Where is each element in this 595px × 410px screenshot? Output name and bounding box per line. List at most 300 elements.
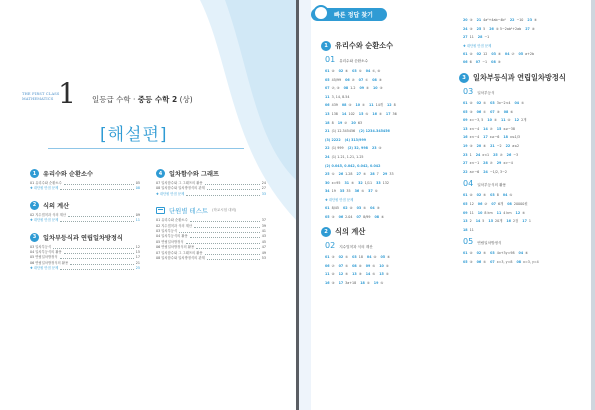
question-number: 10 xyxy=(373,86,378,91)
question-number: 09 xyxy=(463,210,468,215)
subsection-number: 04 xyxy=(463,179,474,189)
answer-item xyxy=(463,159,479,168)
answer-item xyxy=(379,270,389,279)
answer-item xyxy=(518,50,534,59)
answer-item xyxy=(325,84,340,93)
question-number: 24 xyxy=(463,26,468,31)
answer-item xyxy=(339,170,353,179)
answer-value: (1) 999 xyxy=(331,146,344,151)
question-number: 04 xyxy=(370,205,375,210)
question-number: 01 xyxy=(463,251,468,256)
answer-value: 4a²+4ab−4b² xyxy=(483,18,506,22)
toc-entry-label: 06 연립일차방정식의 활용 xyxy=(30,260,69,265)
answer-item xyxy=(506,217,518,226)
answer-item xyxy=(357,213,371,222)
answer-value: ③ xyxy=(522,210,526,215)
question-number: (2) 1234.345456 xyxy=(359,129,390,134)
toc-entry-label: 07 일차함수와 그 그래프의 활용 xyxy=(156,250,203,255)
toc-entry-label: 05 연립일차방정식 xyxy=(156,239,184,244)
answer-item xyxy=(501,116,511,125)
answer-value: ④ xyxy=(349,205,353,210)
question-number: 16 xyxy=(325,280,330,285)
question-number: 07 xyxy=(338,263,344,268)
answer-section-heading xyxy=(459,73,589,83)
question-number: 08 xyxy=(343,86,349,91)
answer-value: 20000원 xyxy=(513,201,528,206)
section-title: 유리수와 순환소수 xyxy=(335,41,394,50)
toc-entry-page: 24 xyxy=(261,181,266,185)
answer-item xyxy=(325,179,341,188)
answer-value: ② xyxy=(484,201,488,206)
question-number: 35 xyxy=(339,189,345,194)
question-number: 10 xyxy=(487,118,492,123)
question-number: 02 xyxy=(343,205,348,210)
answer-value: x<−4 xyxy=(469,126,480,131)
question-number: 06 xyxy=(476,109,482,114)
toc-entry-label: ✚ 대단원 만점 문제 xyxy=(156,191,185,196)
answer-row xyxy=(321,153,451,162)
toc-section-heading xyxy=(30,201,140,210)
answer-row xyxy=(459,168,589,177)
answer-row xyxy=(321,127,451,136)
test-sheet-icon xyxy=(156,207,165,214)
question-number: 08 xyxy=(503,109,509,114)
question-number: 20 xyxy=(463,18,468,22)
answer-item xyxy=(463,151,472,160)
answer-row xyxy=(321,110,451,119)
answer-item xyxy=(339,270,349,279)
answer-row xyxy=(459,249,589,258)
answer-item xyxy=(351,119,362,128)
answer-item xyxy=(342,101,352,110)
page-edge xyxy=(591,0,595,410)
answer-item xyxy=(463,125,479,134)
answers-column-1 xyxy=(321,35,451,287)
answer-item xyxy=(463,25,473,34)
question-number: 15 xyxy=(496,126,502,131)
question-number: 30 xyxy=(325,180,330,185)
book-title: 일등급 수학 · 중등 수학 2 (상) xyxy=(92,95,193,104)
answer-value: ②, ③ xyxy=(331,86,340,91)
answer-value: ③ xyxy=(331,255,335,260)
answer-value: ③ xyxy=(348,103,352,108)
answer-value: ③ xyxy=(378,77,382,82)
answer-value: 12 xyxy=(469,201,474,206)
question-number: 01 xyxy=(325,69,330,73)
answer-value: ⑤ xyxy=(366,86,370,91)
answer-item xyxy=(339,279,357,288)
question-number: 03 xyxy=(490,251,495,256)
toc-section-heading xyxy=(30,233,140,242)
answer-row xyxy=(459,209,589,218)
answer-value: x>−4 xyxy=(503,161,513,166)
answer-value: 8 km xyxy=(484,210,493,215)
dot-leader xyxy=(196,245,260,249)
answer-item xyxy=(376,179,389,188)
subsection-title: 연립일차방정식 xyxy=(477,241,502,246)
question-number: 01 xyxy=(463,193,468,198)
toc-entry-page: 08 xyxy=(135,186,140,191)
question-number: 27 xyxy=(463,35,468,40)
section-title: 일차부등식과 연립일차방정식 xyxy=(473,72,566,82)
answer-value: ③ xyxy=(497,60,501,65)
answer-row xyxy=(321,84,451,93)
answer-value: ⑤ xyxy=(331,172,335,177)
question-number: 26 xyxy=(506,152,512,157)
toc-entry-label: 02 지수법칙과 식의 계산 xyxy=(156,223,193,228)
answer-value: 2점 xyxy=(512,219,519,224)
svg-text:1: 1 xyxy=(58,77,76,110)
answer-row xyxy=(321,136,451,145)
answer-item xyxy=(345,179,355,188)
section-number-badge: 4 xyxy=(156,169,165,178)
answer-value: 8 xyxy=(393,103,396,108)
subsection-number: 05 xyxy=(463,237,474,247)
answer-value: 6개 xyxy=(497,201,504,206)
toc-entry-page: 49 xyxy=(261,250,266,255)
answer-item xyxy=(325,119,334,128)
answer-row xyxy=(321,213,451,222)
answer-item xyxy=(490,258,512,267)
answer-row xyxy=(459,50,589,59)
answer-item xyxy=(483,125,493,134)
answer-item xyxy=(366,67,381,76)
answer-item xyxy=(372,144,382,153)
toc-entry-label: 08 일차함수와 일차방정식의 관계 xyxy=(156,186,205,191)
toc-entry-label: 08 일차함수와 일차방정식의 관계 xyxy=(156,256,205,261)
right-page xyxy=(299,0,595,410)
answer-value: ③ xyxy=(331,280,335,285)
answer-subsection-heading xyxy=(463,179,589,188)
answer-item xyxy=(357,204,367,213)
question-number: 29 xyxy=(496,161,502,166)
answer-value: 2 xyxy=(469,219,472,224)
question-number: 17 xyxy=(338,280,344,285)
question-number: 05 xyxy=(463,201,468,206)
question-number: 12 xyxy=(338,272,344,277)
dot-leader xyxy=(64,181,134,185)
toc-entry-label: 01 유리수와 순환소수 xyxy=(156,218,188,223)
question-number: 17 xyxy=(385,111,391,116)
answer-item xyxy=(490,99,510,108)
question-number: 07 xyxy=(490,259,495,264)
question-number: 14 xyxy=(475,219,481,224)
question-number: 22 xyxy=(463,169,468,174)
answer-value: ④ xyxy=(469,100,473,105)
answer-value: ④ xyxy=(497,51,501,56)
toc-entry[interactable] xyxy=(30,266,140,271)
answer-value: ③ xyxy=(345,272,349,277)
question-number: 06 xyxy=(325,103,330,108)
question-number: 11 xyxy=(500,118,506,123)
question-number: 17 xyxy=(522,219,527,224)
answer-item xyxy=(490,249,514,258)
answer-item xyxy=(463,50,473,59)
answer-item xyxy=(463,249,473,258)
answer-item xyxy=(491,200,503,209)
answer-value: 3x−2<4 xyxy=(496,100,511,105)
section-number-badge: 3 xyxy=(30,233,39,242)
answer-item xyxy=(325,136,341,145)
title-divider xyxy=(48,148,244,149)
answer-value: x≥−6 xyxy=(489,135,500,140)
subsection-title: 일차부등식의 활용 xyxy=(477,183,507,188)
answer-item xyxy=(525,25,535,34)
answer-value: (1) 1.21, 1.21, 1.25 xyxy=(331,154,364,159)
answer-value: 3a+18 xyxy=(345,280,357,285)
question-number: 15 xyxy=(358,111,364,116)
answer-item xyxy=(357,170,367,179)
answer-value: ① xyxy=(365,77,369,82)
answer-value: 4x+3y=98 xyxy=(496,251,515,256)
answer-value: ② xyxy=(499,152,503,157)
dot-leader xyxy=(60,186,134,190)
answers-column-2 xyxy=(459,16,589,266)
answer-value: a+2b xyxy=(525,51,535,56)
question-number: (2) 0.045, 0.042, 0.042, 0.042 xyxy=(325,163,381,168)
answer-item xyxy=(463,191,473,200)
question-number: 19 xyxy=(463,143,468,148)
answer-subsection-heading xyxy=(463,237,589,246)
answer-value: x=3, y=4 xyxy=(523,259,539,264)
answer-value: ② xyxy=(351,77,355,82)
question-number: 11 xyxy=(325,94,330,99)
question-number: 25 xyxy=(493,152,498,157)
answer-item xyxy=(476,58,487,67)
answer-value: ② xyxy=(331,263,335,268)
question-number: 02 xyxy=(476,51,482,56)
question-number: 27 xyxy=(356,172,362,177)
dot-leader xyxy=(68,213,134,217)
question-number: 03 xyxy=(491,51,496,56)
answer-item xyxy=(463,33,474,42)
answer-row xyxy=(459,16,589,25)
answer-row xyxy=(321,204,451,213)
answer-value: 8/99 xyxy=(363,214,371,219)
answer-value: ③ xyxy=(469,18,473,22)
question-number: 12 xyxy=(515,210,521,215)
answer-value: 8 xyxy=(496,193,499,198)
full-marks-label: ✚ 대단원 만점 문제 xyxy=(325,197,354,202)
answer-row xyxy=(459,258,589,267)
question-number: 24 xyxy=(475,152,481,157)
question-number: 05 xyxy=(380,255,386,260)
answer-item xyxy=(477,50,488,59)
question-number: 21 xyxy=(490,143,495,148)
question-number: 17 xyxy=(483,135,488,140)
question-number: 25 xyxy=(476,26,482,31)
toc-entry-label: ✚ 대단원 만점 문제 xyxy=(30,266,59,271)
question-number: 07 xyxy=(325,86,330,91)
subsection-number: 02 xyxy=(325,241,336,251)
question-number: 19 xyxy=(373,280,379,285)
answer-value: −10 xyxy=(516,18,524,22)
answer-value: ⑤ xyxy=(521,100,525,105)
dot-leader xyxy=(186,192,260,196)
answer-item xyxy=(344,84,356,93)
section-title: 일차부등식과 연립일차방정식 xyxy=(43,234,123,242)
question-number: 26 xyxy=(338,172,344,177)
toc-entry-label: 04 일차부등식의 활용 xyxy=(30,250,62,255)
toc-entry-page: 17 xyxy=(135,255,140,260)
answer-item xyxy=(522,217,531,226)
toc-entry-page: 41 xyxy=(261,229,266,234)
question-number: 09 xyxy=(359,86,365,91)
answer-value: ④ xyxy=(510,109,514,114)
answer-value: ③ xyxy=(496,109,500,114)
answer-item xyxy=(338,119,348,128)
question-number: (2) 32, 998 xyxy=(347,146,368,151)
answer-value: 12 xyxy=(483,51,488,56)
answer-row xyxy=(321,162,451,171)
answer-value: 8/45 xyxy=(331,205,339,210)
answer-item xyxy=(387,101,396,110)
answer-item xyxy=(372,76,382,85)
answer-value: 11 xyxy=(469,227,474,232)
answer-item xyxy=(325,279,335,288)
question-number: (4) 313/999 xyxy=(344,137,367,142)
solution-title: [해설편] xyxy=(100,125,168,145)
dot-leader xyxy=(205,251,260,255)
answer-value: ④ xyxy=(345,69,349,73)
answer-item xyxy=(463,209,474,218)
toc-entry-page: 05 xyxy=(135,181,140,185)
question-number: 13 xyxy=(325,111,330,116)
question-number: 02 xyxy=(338,69,344,73)
answer-item xyxy=(374,279,384,288)
answer-value: ④ xyxy=(469,251,473,256)
answer-value: ① xyxy=(483,109,487,114)
question-number: 20 xyxy=(351,120,356,125)
answer-item xyxy=(478,33,489,42)
answer-item xyxy=(497,125,515,134)
answer-item xyxy=(477,249,487,258)
answer-item xyxy=(463,99,473,108)
question-number: 11 xyxy=(325,272,330,277)
answer-item xyxy=(352,253,363,262)
answer-value: ④ xyxy=(525,251,529,256)
answer-row xyxy=(459,159,589,168)
answer-value: 8 xyxy=(331,120,334,125)
answer-item xyxy=(325,270,335,279)
answer-item xyxy=(505,50,515,59)
answer-value: −1 xyxy=(484,35,490,40)
answer-value: 18 xyxy=(358,255,363,260)
question-number: 03 xyxy=(490,193,495,198)
toc-entry-page: 15 xyxy=(135,250,140,255)
question-number: 09 xyxy=(463,118,468,123)
answer-item xyxy=(463,108,473,117)
answer-item xyxy=(463,217,472,226)
answer-value: ③ xyxy=(363,172,367,177)
dot-leader xyxy=(179,229,260,233)
answer-value: ⑤ xyxy=(358,69,362,73)
unit-test-note: (학교시험 대비) xyxy=(212,208,237,213)
answer-item xyxy=(370,204,380,213)
question-number: 21 xyxy=(325,129,330,134)
answer-row xyxy=(459,99,589,108)
toc-entry-page: 11 xyxy=(135,218,140,223)
subsection-title: 지수법칙과 식의 계산 xyxy=(339,245,373,250)
answer-item xyxy=(516,209,526,218)
question-number: 09 xyxy=(365,263,371,268)
dot-leader xyxy=(60,218,134,222)
question-number: 28 xyxy=(477,35,483,40)
section-number-badge: 2 xyxy=(321,227,331,237)
answer-item xyxy=(507,200,527,209)
answer-row xyxy=(459,142,589,151)
answer-item xyxy=(370,170,379,179)
toc-entry-page: 27 xyxy=(261,186,266,191)
answer-item xyxy=(355,187,365,196)
answer-row xyxy=(459,33,589,42)
answer-item xyxy=(355,101,365,110)
quick-answer-title: 빠른 정답 찾기 xyxy=(334,12,373,19)
answer-value: ② xyxy=(344,120,348,125)
question-number: 08 xyxy=(491,60,496,65)
toc-entry[interactable] xyxy=(30,218,140,223)
unit-test-title: 단원별 테스트 xyxy=(169,207,209,216)
answer-value: a>−6 xyxy=(469,169,480,174)
answer-item xyxy=(325,170,335,179)
grade-digit-mark xyxy=(58,77,76,110)
dot-leader xyxy=(190,234,260,238)
toc-entry[interactable] xyxy=(156,256,266,261)
full-marks-label: ✚ 대단원 만점 문제 xyxy=(463,43,492,48)
answer-item xyxy=(325,162,380,171)
question-number: 02 xyxy=(476,100,482,105)
answer-value: 1.2 xyxy=(350,86,356,91)
answer-item xyxy=(463,168,479,177)
answer-value: ④ xyxy=(507,118,511,123)
question-number: 06 xyxy=(325,263,330,268)
section-number-badge: 3 xyxy=(459,73,469,83)
answer-value: ③ xyxy=(534,18,537,22)
answer-item xyxy=(489,25,521,34)
dot-leader xyxy=(70,261,134,265)
answer-value: x=−3, 5 xyxy=(469,118,484,123)
question-number: 04 xyxy=(518,251,524,256)
section-title: 식의 계산 xyxy=(335,227,366,237)
answer-row xyxy=(321,262,451,271)
answer-row xyxy=(459,108,589,117)
answer-item xyxy=(368,187,378,196)
answer-item xyxy=(463,16,473,25)
answer-row xyxy=(321,119,451,128)
answer-item xyxy=(359,76,369,85)
question-number: 01 xyxy=(325,205,330,210)
subsection-number: 01 xyxy=(325,55,336,64)
answer-value: x<1 xyxy=(482,152,490,157)
question-number: 15 xyxy=(379,272,384,277)
answer-item xyxy=(487,116,497,125)
answer-row xyxy=(321,253,451,262)
answer-value: ⑤ xyxy=(380,280,384,285)
question-number: 12 xyxy=(514,118,520,123)
toc-entry[interactable] xyxy=(30,186,140,191)
subsection-title: 일차부등식 xyxy=(477,90,495,95)
question-number: 06 xyxy=(477,201,483,206)
answer-item xyxy=(497,159,513,168)
answer-item xyxy=(325,262,335,271)
question-number: 13 xyxy=(463,126,468,131)
answer-item xyxy=(325,93,349,102)
answer-value: ④ xyxy=(387,255,391,260)
toc-entry[interactable] xyxy=(156,192,266,197)
question-number: 27 xyxy=(525,26,530,31)
answer-value: x≥−38 xyxy=(503,126,515,131)
toc-entry-label: 01 유리수와 순환소수 xyxy=(30,181,62,185)
